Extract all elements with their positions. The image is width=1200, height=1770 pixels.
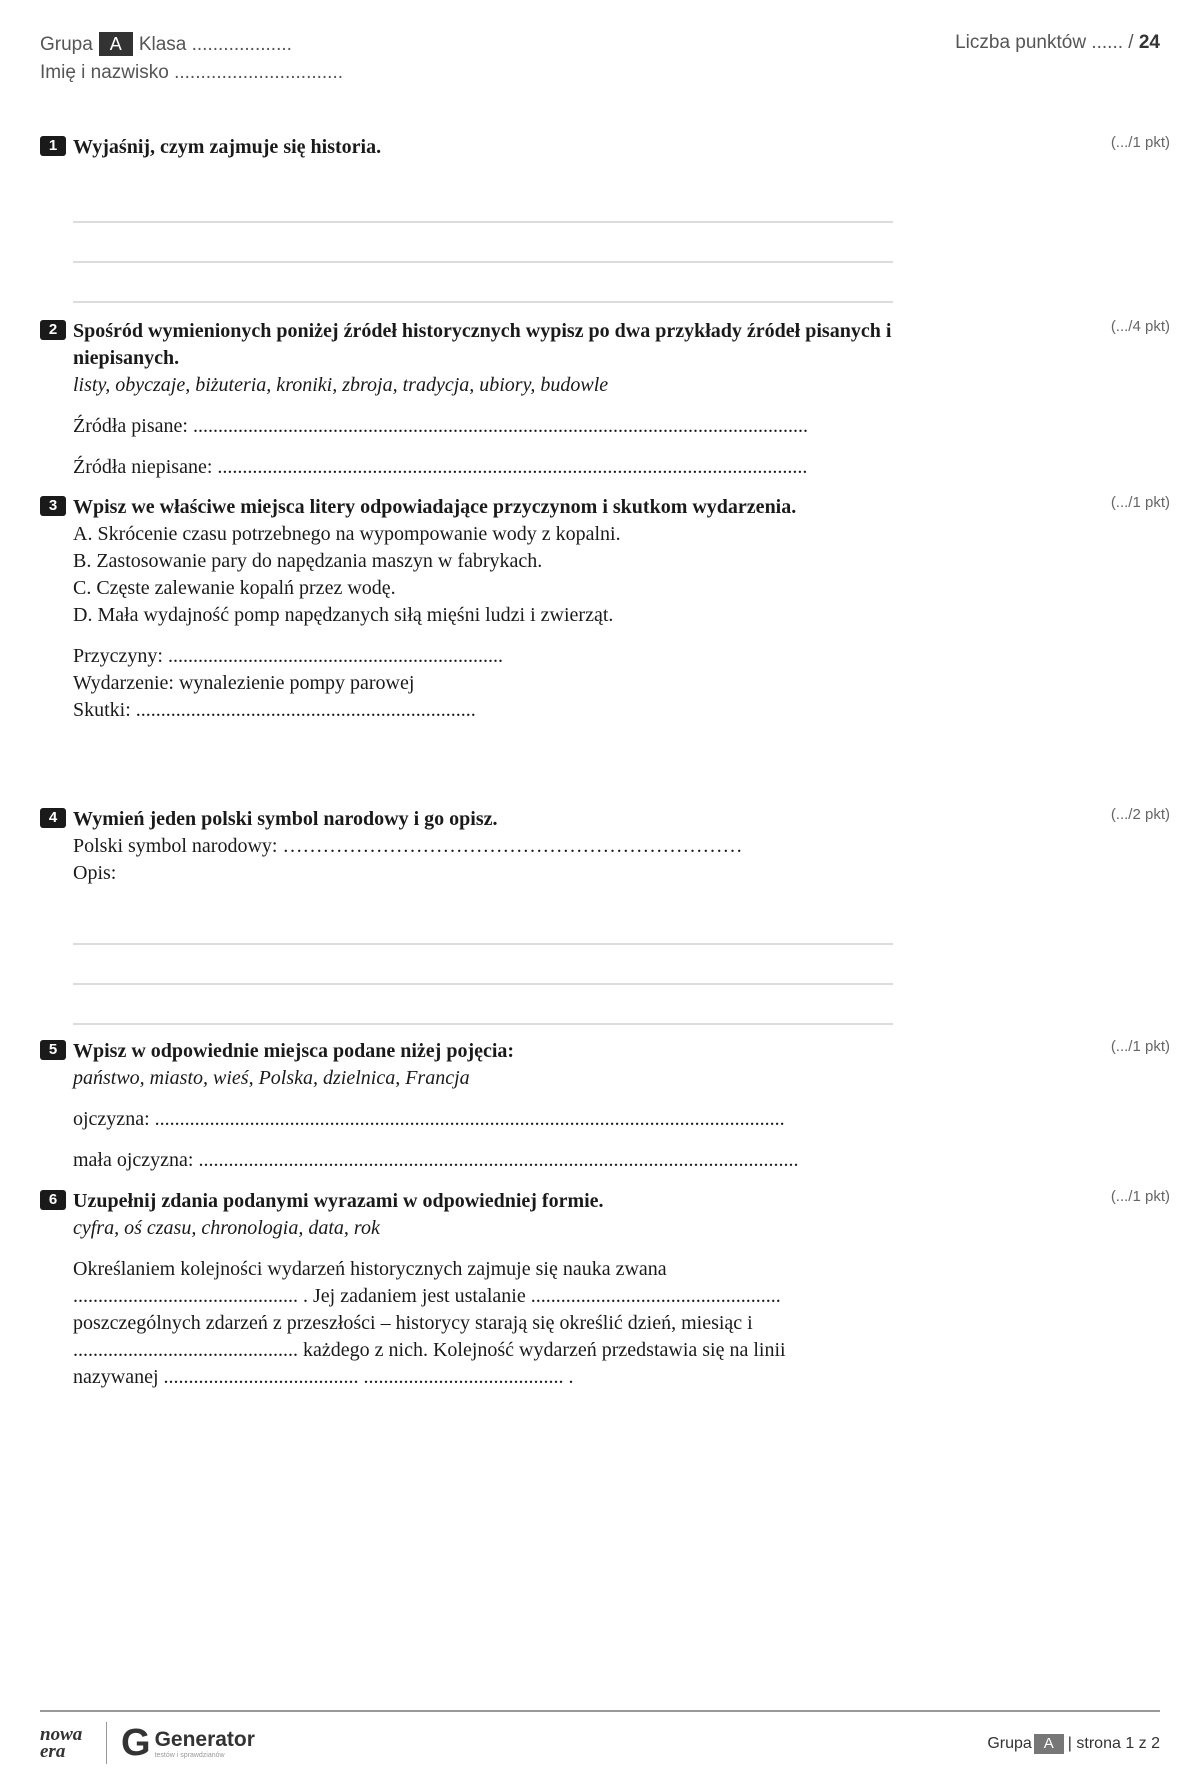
group-badge: A <box>99 32 133 56</box>
points-max: 24 <box>1138 32 1160 53</box>
task-points: (.../1 pkt) <box>1110 494 1170 511</box>
fill-text-line[interactable]: ............................................. każdego z nich. Kolejność wydarzeń przedstawia się na linii <box>73 1339 786 1361</box>
task-points: (.../2 pkt) <box>1110 806 1170 823</box>
score-field <box>955 32 1160 54</box>
fill-text-line: poszczególnych zdarzeń z przeszłości – historycy starają się określić dzień, miesiąc i <box>73 1312 753 1334</box>
logo-separator <box>106 1722 107 1764</box>
task-3 <box>40 494 1170 724</box>
name-field: Imię i nazwisko ................................ <box>40 62 344 83</box>
answer-field-unwritten[interactable]: Źródła niepisane: ...................................................................................................................... <box>73 456 808 478</box>
word-bank: cyfra, oś czasu, chronologia, data, rok <box>73 1217 380 1239</box>
task-1 <box>40 134 1170 303</box>
task-points: (.../1 pkt) <box>1110 1188 1170 1205</box>
page-number: | strona 1 z 2 <box>1067 1735 1160 1752</box>
answer-line[interactable] <box>73 301 893 303</box>
task-number: 1 <box>40 136 66 156</box>
task-question: Wpisz w odpowiednie miejsca podane niżej pojęcia: <box>73 1040 515 1062</box>
answer-field-homeland[interactable]: ojczyzna: .............................................................................................................................. <box>73 1108 785 1130</box>
answer-line[interactable] <box>73 1023 893 1025</box>
task-question: Wymień jeden polski symbol narodowy i go opisz. <box>73 808 498 830</box>
answer-field-effects[interactable]: Skutki: .................................................................... <box>73 699 476 721</box>
header-group-class <box>40 32 292 56</box>
fill-text-line[interactable]: ............................................. . Jej zadaniem jest ustalanie .................................................. <box>73 1285 781 1307</box>
word-bank: listy, obyczaje, biżuteria, kroniki, zbroja, tradycja, ubiory, budowle <box>73 374 609 396</box>
group-label: Grupa <box>40 34 93 55</box>
footer-logos <box>40 1720 255 1766</box>
answer-field-written[interactable]: Źródła pisane: ........................................................................................................................... <box>73 415 808 437</box>
task-points: (.../4 pkt) <box>1110 318 1170 335</box>
word-bank: państwo, miasto, wieś, Polska, dzielnica, Francja <box>73 1067 470 1089</box>
task-number: 4 <box>40 808 66 828</box>
task-2 <box>40 318 1170 481</box>
footer-page-info <box>987 1734 1160 1754</box>
option-item: C. Częste zalewanie kopalń przez wodę. <box>73 577 396 599</box>
task-number: 5 <box>40 1040 66 1060</box>
generator-g-icon: G <box>121 1722 151 1764</box>
option-item: A. Skrócenie czasu potrzebnego na wypompowanie wody z kopalni. <box>73 523 621 545</box>
footer-divider <box>40 1710 1160 1712</box>
fill-text-line[interactable]: nazywanej ....................................... ........................................ . <box>73 1366 574 1388</box>
points-label: Liczba punktów ...... / <box>955 32 1134 53</box>
task-number: 3 <box>40 496 66 516</box>
footer-group-badge: A <box>1034 1734 1064 1754</box>
nowa-era-logo: nowa era <box>40 1724 83 1762</box>
answer-field-small-homeland[interactable]: mała ojczyzna: ........................................................................................................................ <box>73 1149 799 1171</box>
task-question: Wpisz we właściwe miejsca litery odpowiadające przyczynom i skutkom wydarzenia. <box>73 496 797 518</box>
task-5 <box>40 1038 1170 1174</box>
task-points: (.../1 pkt) <box>1110 1038 1170 1055</box>
answer-field-causes[interactable]: Przyczyny: ................................................................... <box>73 645 503 667</box>
generator-logo-text: Generator <box>154 1727 255 1751</box>
task-question: Wyjaśnij, czym zajmuje się historia. <box>73 136 382 158</box>
answer-field-symbol[interactable]: Polski symbol narodowy: …………………………………………………………… <box>73 835 743 857</box>
task-question: Uzupełnij zdania podanymi wyrazami w odpowiedniej formie. <box>73 1190 604 1212</box>
class-field: Klasa ................... <box>138 34 292 55</box>
task-number: 6 <box>40 1190 66 1210</box>
task-number: 2 <box>40 320 66 340</box>
task-4 <box>40 806 1170 1025</box>
fill-text-line: Określaniem kolejności wydarzeń historycznych zajmuje się nauka zwana <box>73 1258 667 1280</box>
task-6 <box>40 1188 1170 1391</box>
task-question: Spośród wymienionych poniżej źródeł historycznych wypisz po dwa przykłady źródeł pisanych i niepisanych. <box>73 320 892 369</box>
description-label: Opis: <box>73 862 117 884</box>
generator-logo-subtitle: testów i sprawdzianów <box>154 1751 225 1759</box>
task-points: (.../1 pkt) <box>1110 134 1170 151</box>
option-item: D. Mała wydajność pomp napędzanych siłą mięśni ludzi i zwierząt. <box>73 604 614 626</box>
generator-logo <box>155 1728 255 1759</box>
footer-group-label: Grupa <box>987 1735 1032 1752</box>
option-item: B. Zastosowanie pary do napędzania maszyn w fabrykach. <box>73 550 543 572</box>
event-text: Wydarzenie: wynalezienie pompy parowej <box>73 672 415 694</box>
